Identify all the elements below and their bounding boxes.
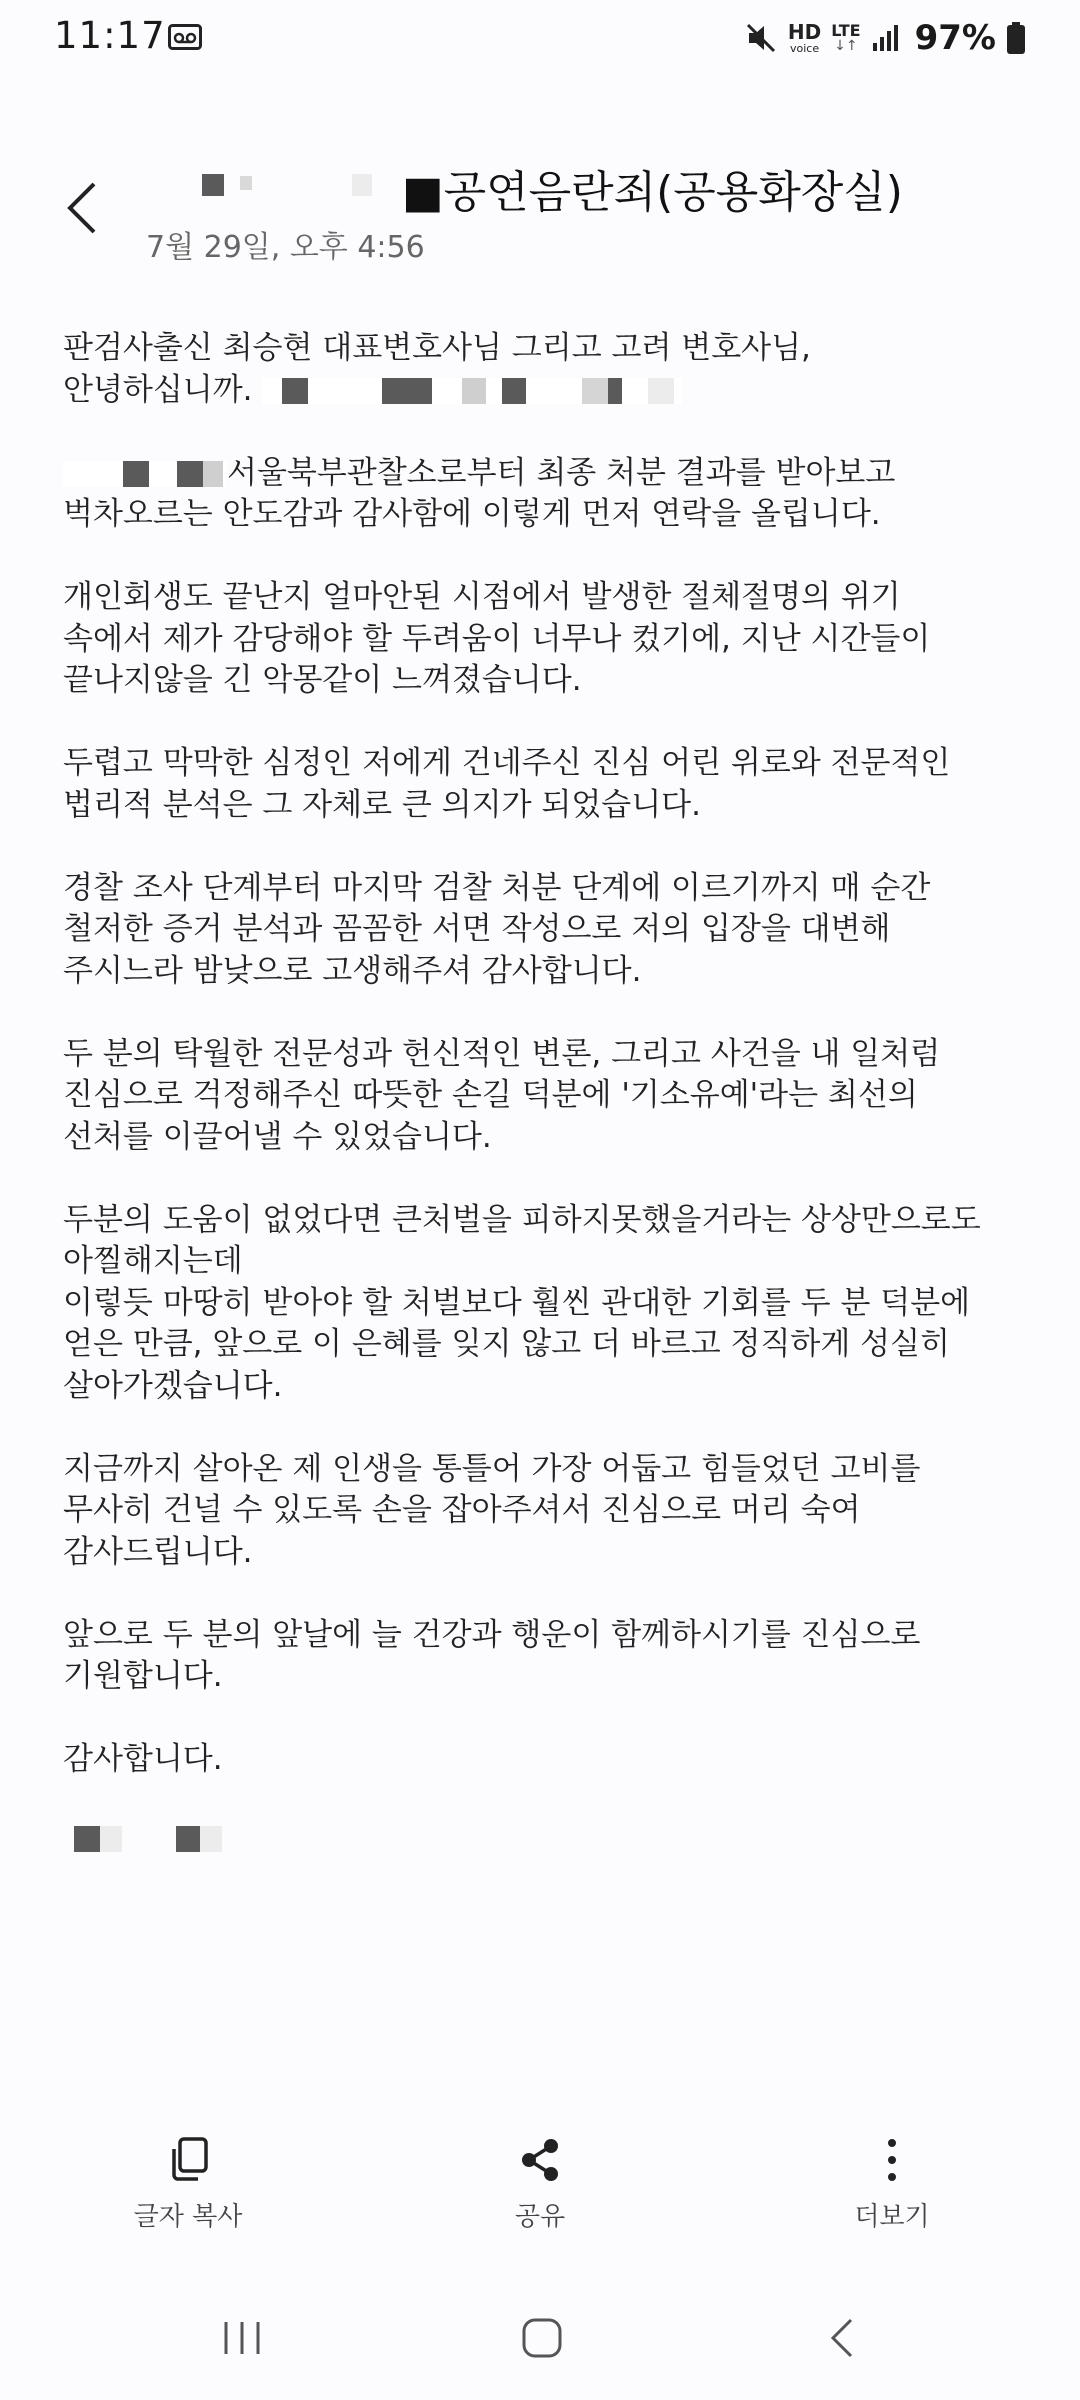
- copy-text-button[interactable]: [68, 2130, 308, 2233]
- paragraph-4: 두렵고 막막한 심정인 저에게 건네주신 진심 어린 위로와 전문적인 법리적 분석은 그 자체로 큰 의지가 되었습니다.: [63, 745, 951, 823]
- copy-icon: [166, 2135, 210, 2185]
- recents-icon: [220, 2318, 264, 2358]
- copy-text-label: 글자 복사: [133, 2202, 243, 2232]
- redacted-sender: [63, 461, 227, 487]
- paragraph-3: 개인회생도 끝난지 얼마안된 시점에서 발생한 절체절명의 위기 속에서 제가 감당해야 할 두려움이 너무나 컸기에, 지난 시간들이 끝나지않을 긴 악몽같이 느껴졌습니다.: [63, 579, 931, 698]
- redacted-name: [262, 378, 682, 404]
- sender-name: ■공연음란죄(공용화장실): [402, 167, 903, 218]
- voice-label: voice: [789, 42, 820, 55]
- lte-arrows: ↓↑: [834, 38, 858, 54]
- share-icon: [517, 2135, 563, 2185]
- greeting-line: 판검사출신 최승현 대표변호사님 그리고 고려 변호사님,: [63, 330, 811, 366]
- paragraph-6: 두 분의 탁월한 전문성과 헌신적인 변론, 그리고 사건을 내 일처럼 진심으로 걱정해주신 따뜻한 손길 덕분에 '기소유예'라는 최선의 선처를 이끌어낼 수 있었습니다.: [63, 1035, 941, 1155]
- paragraph-7: 두분의 도움이 없었다면 큰처벌을 피하지못했을거라는 상상만으로도 아찔해지는데 이렇듯 마땅히 받아야 할 처벌보다 훨씬 관대한 기회를 두 분 덕분에 얻은 만큼, 앞으로 이 은혜를 잊지 않고 더 바르고 정직하게 성실히 살아가겠습니다.: [63, 1201, 981, 1404]
- recents-button[interactable]: [202, 2308, 282, 2368]
- voicemail-icon: [168, 24, 202, 50]
- closing: 감사합니다.: [63, 1741, 223, 1777]
- hd-voice-badge: [788, 22, 821, 54]
- paragraph-5: 경찰 조사 단계부터 마지막 검찰 처분 단계에 이르기까지 매 순간 철저한 증거 분석과 꼼꼼한 서면 작성으로 저의 입장을 대변해 주시느라 밤낮으로 고생해주셔 감사합니다.: [63, 869, 931, 989]
- redacted-signature: [74, 1826, 274, 1852]
- share-label: 공유: [514, 2202, 566, 2232]
- status-bar: [0, 0, 1080, 80]
- nav-back-button[interactable]: [802, 2308, 882, 2368]
- mute-icon: [744, 21, 778, 55]
- paragraph-8: 지금까지 살아온 제 인생을 통틀어 가장 어둡고 힘들었던 고비를 무사히 건널 수 있도록 손을 잡아주셔서 진심으로 머리 숙여 감사드립니다.: [63, 1450, 921, 1570]
- more-label: 더보기: [854, 2202, 930, 2232]
- action-bar: [0, 2130, 1080, 2250]
- system-nav-bar: [0, 2300, 1080, 2380]
- paragraph-9: 앞으로 두 분의 앞날에 늘 건강과 행운이 함께하시기를 진심으로 기원합니다.: [63, 1616, 921, 1694]
- back-button[interactable]: [60, 178, 104, 238]
- message-body: [63, 328, 1023, 1822]
- home-icon: [520, 2316, 564, 2360]
- lte-badge: [831, 23, 860, 53]
- battery-percent: 97%: [914, 18, 996, 58]
- paragraph-2: [63, 453, 1023, 536]
- greeting-hello: 안녕하십니까.: [63, 371, 253, 408]
- signal-icon: [871, 23, 901, 53]
- hd-label: HD: [787, 20, 822, 44]
- battery-icon: [1006, 21, 1026, 55]
- share-button[interactable]: [420, 2130, 660, 2233]
- status-icons: [744, 16, 1026, 60]
- chevron-left-icon: [60, 178, 104, 238]
- lte-label: LTE: [831, 21, 861, 40]
- more-vertical-icon: [882, 2135, 902, 2185]
- back-icon: [827, 2316, 857, 2360]
- more-button[interactable]: [772, 2130, 1012, 2233]
- greeting-row: [63, 370, 1023, 412]
- home-button[interactable]: [502, 2308, 582, 2368]
- message-timestamp: 7월 29일, 오후 4:56: [146, 230, 425, 265]
- status-time: 11:17: [54, 14, 166, 57]
- paragraph-2-text: 서울북부관찰소로부터 최종 처분 결과를 받아보고 벅차오르는 안도감과 감사함에 이렇게 먼저 연락을 올립니다.: [63, 454, 896, 532]
